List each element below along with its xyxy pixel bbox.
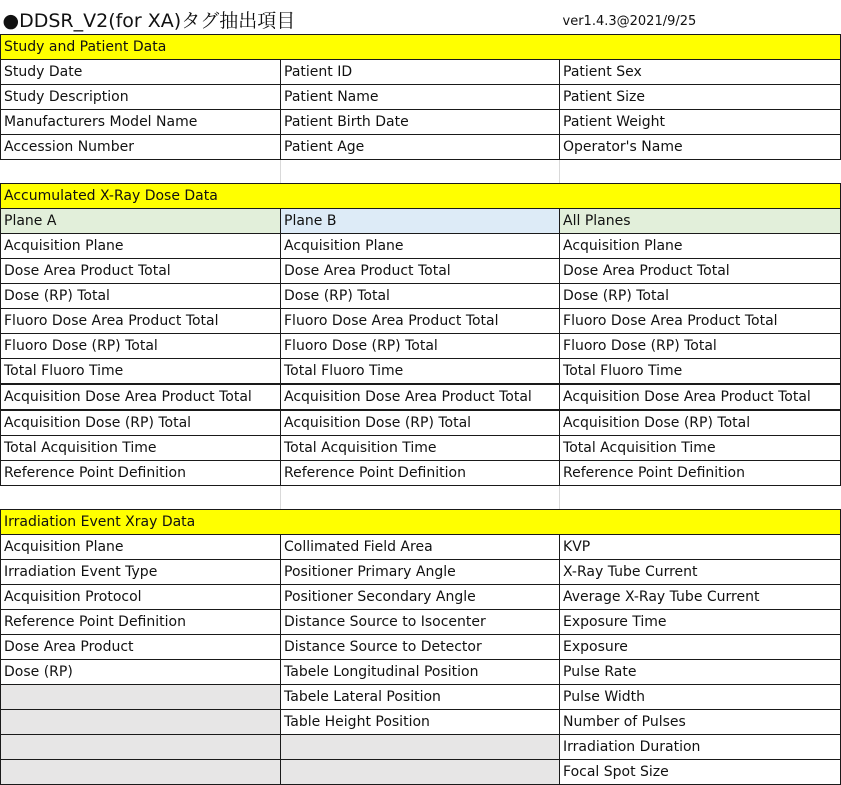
cell-col-3[interactable]: Dose Area Product Total: [560, 259, 841, 284]
table-row: [1, 610, 841, 635]
cell-col-1[interactable]: Total Fluoro Time: [1, 359, 281, 385]
cell-col-2[interactable]: Collimated Field Area: [281, 535, 560, 560]
cell-col-2[interactable]: Distance Source to Detector: [281, 635, 560, 660]
table-row: [1, 234, 841, 259]
cell-col-2[interactable]: [281, 735, 560, 760]
cell-col-2[interactable]: Acquisition Dose Area Product Total: [281, 384, 560, 410]
table-row: [1, 461, 841, 486]
cell-col-2[interactable]: Reference Point Definition: [281, 461, 560, 486]
empty-cell[interactable]: [560, 160, 841, 184]
empty-cell[interactable]: [281, 160, 560, 184]
cell-col-3[interactable]: Acquisition Dose (RP) Total: [560, 410, 841, 436]
table-row: [1, 259, 841, 284]
title-row: [1, 9, 841, 35]
spacer-row: [1, 486, 841, 510]
table-row: [1, 85, 841, 110]
cell-col-2[interactable]: Total Acquisition Time: [281, 436, 560, 461]
cell-col-1[interactable]: Study Date: [1, 60, 281, 85]
cell-col-1[interactable]: Acquisition Plane: [1, 535, 281, 560]
cell-col-3[interactable]: X-Ray Tube Current: [560, 560, 841, 585]
tag-table: [0, 9, 841, 785]
plane-a-header[interactable]: Plane A: [1, 209, 281, 234]
section-header-row: [1, 510, 841, 535]
cell-col-1[interactable]: [1, 760, 281, 785]
cell-col-3[interactable]: Patient Sex: [560, 60, 841, 85]
cell-col-3[interactable]: Reference Point Definition: [560, 461, 841, 486]
cell-col-2[interactable]: Dose Area Product Total: [281, 259, 560, 284]
cell-col-2[interactable]: Tabele Longitudinal Position: [281, 660, 560, 685]
table-row: [1, 436, 841, 461]
cell-col-3[interactable]: Operator's Name: [560, 135, 841, 160]
cell-col-2[interactable]: Patient Name: [281, 85, 560, 110]
plane-b-header[interactable]: Plane B: [281, 209, 560, 234]
cell-col-3[interactable]: Acquisition Plane: [560, 234, 841, 259]
document-title[interactable]: ●DDSR_V2(for XA)タグ抽出項目: [1, 9, 560, 35]
cell-col-1[interactable]: Acquisition Dose Area Product Total: [1, 384, 281, 410]
cell-col-3[interactable]: Patient Size: [560, 85, 841, 110]
cell-col-1[interactable]: Acquisition Dose (RP) Total: [1, 410, 281, 436]
cell-col-2[interactable]: Patient Birth Date: [281, 110, 560, 135]
spacer-row: [1, 160, 841, 184]
cell-col-1[interactable]: Study Description: [1, 85, 281, 110]
table-row: [1, 384, 841, 410]
cell-col-1[interactable]: Accession Number: [1, 135, 281, 160]
cell-col-3[interactable]: Fluoro Dose (RP) Total: [560, 334, 841, 359]
cell-col-2[interactable]: Positioner Secondary Angle: [281, 585, 560, 610]
table-row: [1, 110, 841, 135]
all-planes-header[interactable]: All Planes: [560, 209, 841, 234]
table-row: [1, 284, 841, 309]
cell-col-1[interactable]: Total Acquisition Time: [1, 436, 281, 461]
table-row: [1, 359, 841, 385]
plane-header-row: [1, 209, 841, 234]
cell-col-2[interactable]: Positioner Primary Angle: [281, 560, 560, 585]
cell-col-3[interactable]: Total Acquisition Time: [560, 436, 841, 461]
cell-col-1[interactable]: [1, 735, 281, 760]
cell-col-1[interactable]: Dose Area Product Total: [1, 259, 281, 284]
cell-col-1[interactable]: Manufacturers Model Name: [1, 110, 281, 135]
cell-col-1[interactable]: Fluoro Dose (RP) Total: [1, 334, 281, 359]
section-header-row: [1, 184, 841, 209]
empty-cell[interactable]: [1, 486, 281, 510]
cell-col-3[interactable]: Acquisition Dose Area Product Total: [560, 384, 841, 410]
section-header[interactable]: Irradiation Event Xray Data: [1, 510, 841, 535]
cell-col-2[interactable]: Total Fluoro Time: [281, 359, 560, 385]
cell-col-3[interactable]: Irradiation Duration: [560, 735, 841, 760]
cell-col-2[interactable]: Distance Source to Isocenter: [281, 610, 560, 635]
cell-col-2[interactable]: Table Height Position: [281, 710, 560, 735]
cell-col-1[interactable]: Dose (RP): [1, 660, 281, 685]
cell-col-1[interactable]: Reference Point Definition: [1, 461, 281, 486]
table-row: [1, 135, 841, 160]
table-row: [1, 410, 841, 436]
cell-col-2[interactable]: Acquisition Dose (RP) Total: [281, 410, 560, 436]
table-row: [1, 760, 841, 785]
table-row: [1, 585, 841, 610]
empty-cell[interactable]: [281, 486, 560, 510]
cell-col-1[interactable]: Irradiation Event Type: [1, 560, 281, 585]
table-row: [1, 535, 841, 560]
cell-col-2[interactable]: Fluoro Dose (RP) Total: [281, 334, 560, 359]
table-row: [1, 660, 841, 685]
cell-col-1[interactable]: Dose Area Product: [1, 635, 281, 660]
section-header-row: [1, 35, 841, 60]
cell-col-1[interactable]: Dose (RP) Total: [1, 284, 281, 309]
table-row: [1, 560, 841, 585]
table-row: [1, 309, 841, 334]
cell-col-2[interactable]: Patient ID: [281, 60, 560, 85]
cell-col-3[interactable]: Patient Weight: [560, 110, 841, 135]
cell-col-3[interactable]: Dose (RP) Total: [560, 284, 841, 309]
cell-col-3[interactable]: Focal Spot Size: [560, 760, 841, 785]
cell-col-1[interactable]: [1, 710, 281, 735]
cell-col-2[interactable]: [281, 760, 560, 785]
cell-col-2[interactable]: Acquisition Plane: [281, 234, 560, 259]
cell-col-2[interactable]: Dose (RP) Total: [281, 284, 560, 309]
table-row: [1, 710, 841, 735]
table-row: [1, 60, 841, 85]
cell-col-1[interactable]: [1, 685, 281, 710]
table-row: [1, 735, 841, 760]
version-label[interactable]: ver1.4.3@2021/9/25: [560, 9, 841, 35]
cell-col-3[interactable]: Pulse Rate: [560, 660, 841, 685]
table-row: [1, 334, 841, 359]
cell-col-1[interactable]: Reference Point Definition: [1, 610, 281, 635]
section-header[interactable]: Study and Patient Data: [1, 35, 841, 60]
empty-cell[interactable]: [560, 486, 841, 510]
cell-col-2[interactable]: Tabele Lateral Position: [281, 685, 560, 710]
cell-col-2[interactable]: Patient Age: [281, 135, 560, 160]
cell-col-3[interactable]: KVP: [560, 535, 841, 560]
cell-col-1[interactable]: Acquisition Protocol: [1, 585, 281, 610]
section-header[interactable]: Accumulated X-Ray Dose Data: [1, 184, 841, 209]
cell-col-1[interactable]: Acquisition Plane: [1, 234, 281, 259]
cell-col-3[interactable]: Exposure Time: [560, 610, 841, 635]
cell-col-3[interactable]: Fluoro Dose Area Product Total: [560, 309, 841, 334]
cell-col-3[interactable]: Exposure: [560, 635, 841, 660]
empty-cell[interactable]: [1, 160, 281, 184]
cell-col-3[interactable]: Total Fluoro Time: [560, 359, 841, 385]
cell-col-3[interactable]: Number of Pulses: [560, 710, 841, 735]
cell-col-3[interactable]: Pulse Width: [560, 685, 841, 710]
cell-col-3[interactable]: Average X-Ray Tube Current: [560, 585, 841, 610]
table-row: [1, 685, 841, 710]
cell-col-2[interactable]: Fluoro Dose Area Product Total: [281, 309, 560, 334]
table-row: [1, 635, 841, 660]
cell-col-1[interactable]: Fluoro Dose Area Product Total: [1, 309, 281, 334]
